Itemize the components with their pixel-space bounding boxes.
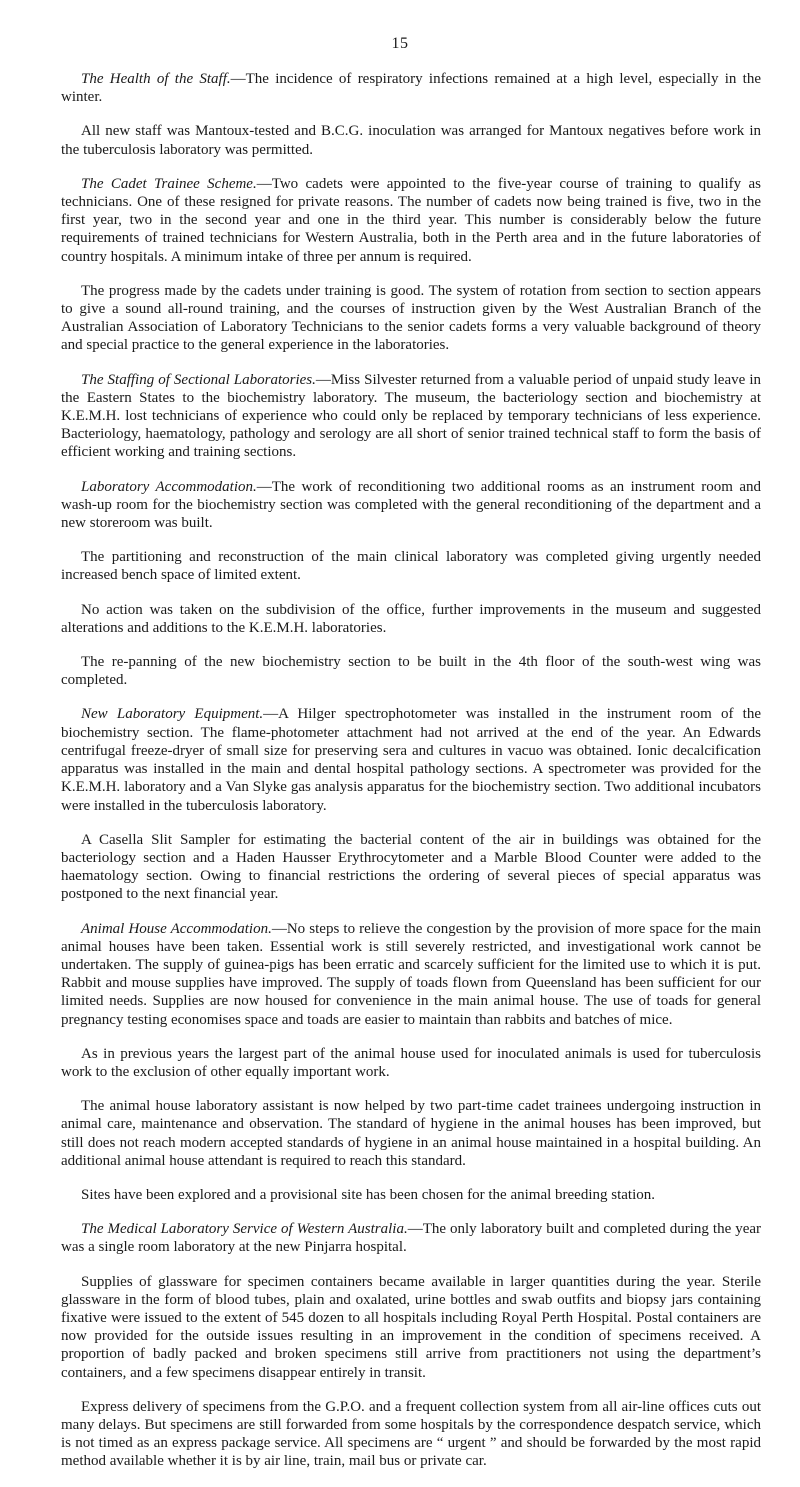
paragraph-text: A Casella Slit Sampler for estimating the bacterial content of the air in buildings was obtained for the bacteriology section and a Haden Hausser Erythrocytometer and a Marble Blood Counter were added to the haematology section. Owing to financial restrictions the ordering of several pieces of special apparatus was postponed to the next financial year.: [61, 831, 761, 903]
section-heading: Animal House Accommodation.: [81, 920, 272, 937]
paragraph-subdivision: [61, 601, 761, 637]
paragraph-text: All new staff was Mantoux-tested and B.C.G. inoculation was arranged for Mantoux negatives before work in the tuberculosis laboratory was permitted.: [61, 123, 761, 158]
section-heading: The Staffing of Sectional Laboratories.: [81, 371, 316, 388]
section-heading: Laboratory Accommodation.: [81, 478, 257, 495]
paragraph-text: —The incidence of respiratory infections remained at a high level, especially in the winter.: [61, 71, 761, 106]
paragraph-animal-house-assistant: [61, 1097, 761, 1170]
paragraph-cadet-trainee-scheme: [61, 175, 761, 266]
paragraph-express-delivery: [61, 1398, 761, 1471]
paragraph-mantoux: [61, 122, 761, 158]
paragraph-breeding-station: [61, 1186, 761, 1204]
paragraph-partitioning: [61, 548, 761, 584]
paragraph-text: The re-panning of the new biochemistry section to be built in the 4th floor of the south-west wing was completed.: [61, 654, 761, 689]
paragraph-staffing: [61, 371, 761, 462]
section-heading: The Health of the Staff.: [81, 71, 231, 87]
paragraph-text: —No steps to relieve the congestion by the provision of more space for the main animal houses have been taken. Essential work is still severely restricted, and investigational work cannot be undertaken. The supply of guinea-pigs has been erratic and scarcely sufficient for the limited use to which it is put. Rabbit and mouse supplies have improved. The supply of toads flown from Queensland has been sufficient for our limited needs. Supplies are now housed for convenience in the main animal house. The use of toads for general pregnancy testing economises space and toads are easier to maintain than rabbits and batches of mice.: [61, 920, 761, 1028]
paragraph-text: Sites have been explored and a provisional site has been chosen for the animal breeding station.: [81, 1186, 655, 1203]
paragraph-text: Express delivery of specimens from the G.P.O. and a frequent collection system from all air-line offices cuts out many delays. But specimens are still forwarded from some hospitals by the correspondence despatch service, which is not timed as an express package service. All specimens are “ urgent ” and should be forwarded by the most rapid method available whether it is by air line, train, mail bus or private car.: [61, 1398, 761, 1470]
paragraph-text: Supplies of glassware for specimen containers became available in larger quantities during the year. Sterile glassware in the form of blood tubes, plain and oxalated, urine bottles and swab outfits and biopsy jars containing fixative were issued to the extent of 545 dozen to all hospitals including Royal Perth Hospital. Postal containers are now provided for the outside issues resulting in an improvement in the condition of specimens received. A proportion of badly packed and broken specimens still arrive from practitioners not using the department’s containers, and a few specimens disappear entirely in transit.: [61, 1273, 761, 1381]
paragraph-accommodation: [61, 478, 761, 533]
paragraph-text: —The work of reconditioning two additional rooms as an instrument room and wash-up room for the biochemistry section was completed with the general reconditioning of the department and a new storeroom was built.: [61, 478, 761, 532]
paragraph-re-panning: [61, 653, 761, 689]
paragraph-text: The animal house laboratory assistant is now helped by two part-time cadet trainees undergoing instruction in animal care, maintenance and observation. The standard of hygiene in the animal houses has been improved, but still does not reach modern accepted standards of hygiene in an animal house maintained in a hospital building. An additional animal house attendant is required to reach this standard.: [61, 1098, 761, 1169]
section-heading: The Cadet Trainee Scheme.: [81, 175, 257, 192]
paragraph-text: No action was taken on the subdivision of the office, further improvements in the museum and suggested alterations and additions to the K.E.M.H. laboratories.: [61, 601, 761, 636]
paragraph-glassware: [61, 1273, 761, 1382]
paragraph-new-equipment: [61, 705, 761, 814]
paragraph-text: The partitioning and reconstruction of the main clinical laboratory was completed giving urgently needed increased bench space of limited extent.: [61, 549, 761, 584]
paragraph-casella-sampler: [61, 831, 761, 904]
paragraph-medical-laboratory-service: [61, 1220, 761, 1256]
paragraph-text: As in previous years the largest part of the animal house used for inoculated animals is used for tuberculosis work to the exclusion of other equally important work.: [61, 1045, 761, 1080]
paragraph-text: —A Hilger spectrophotometer was installed in the instrument room of the biochemistry section. The flame-photometer attachment had not arrived at the end of the year. An Edwards centrifugal freeze-dryer of small size for preserving sera and cultures in vacuo was obtained. Ionic decalcification apparatus was installed in the main and dental hospital pathology sections. A spectrometer was provided for the K.E.M.H. laboratory and a Van Slyke gas analysis apparatus for the biochemistry section. Two additional incubators were installed in the tuberculosis laboratory.: [61, 706, 761, 814]
paragraph-text: The progress made by the cadets under training is good. The system of rotation from section to section appears to give a sound all-round training, and the courses of instruction given by the West Australian Branch of the Australian Association of Laboratory Technicians to the senior cadets forms a very valuable background of theory and special practice to the general experience in the laboratories.: [61, 282, 761, 354]
paragraph-tuberculosis-work: [61, 1045, 761, 1081]
paragraph-cadet-progress: [61, 282, 761, 355]
paragraph-health-of-staff: [61, 70, 761, 106]
paragraph-text: —The only laboratory built and completed during the year was a single room laboratory at the new Pinjarra hospital.: [61, 1221, 762, 1256]
page-number: 15: [391, 35, 409, 52]
section-heading: The Medical Laboratory Service of Western Australia.: [81, 1221, 408, 1238]
paragraph-animal-house: [61, 920, 761, 1029]
report-body: [61, 70, 761, 1487]
section-heading: New Laboratory Equipment.: [81, 706, 264, 723]
paragraph-text: —Two cadets were appointed to the five-year course of training to qualify as technicians. One of these resigned for private reasons. The number of cadets now being trained is five, two in the first year, two in the second year and one in the third year. This number is considerably below the future requirements of trained technicians for Western Australia, both in the Perth area and in the future laboratories of country hospitals. A minimum intake of three per annum is required.: [61, 175, 761, 265]
paragraph-text: —Miss Silvester returned from a valuable period of unpaid study leave in the Eastern States to the biochemistry laboratory. The museum, the bacteriology section and biochemistry at K.E.M.H. lost technicians of experience who could only be replaced by temporary technicians of less experience. Bacteriology, haematology, pathology and serology are all short of senior trained technical staff to form the basis of efficient working and training sections.: [61, 371, 761, 461]
